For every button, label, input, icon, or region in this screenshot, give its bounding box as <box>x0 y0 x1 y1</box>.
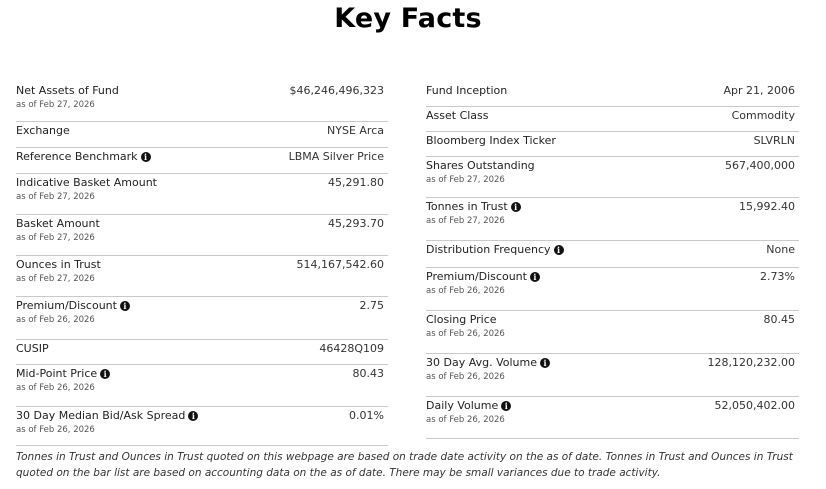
fact-label <box>426 399 511 412</box>
fact-label-text: Exchange <box>16 124 70 137</box>
fact-label-text: 30 Day Median Bid/Ask Spread <box>16 409 186 422</box>
fact-value: None <box>766 243 795 256</box>
fact-label-text: Premium/Discount <box>426 270 527 283</box>
fact-value: Apr 21, 2006 <box>723 84 795 97</box>
fact-label <box>16 217 100 230</box>
info-icon[interactable]: i <box>141 152 151 162</box>
fact-label-text: Basket Amount <box>16 217 100 230</box>
as-of-date: as of Feb 26, 2026 <box>16 383 95 393</box>
fact-value: 52,050,402.00 <box>714 399 795 412</box>
as-of-date: as of Feb 26, 2026 <box>426 329 505 339</box>
fact-label <box>16 258 101 271</box>
fact-label <box>426 243 564 256</box>
fact-label-text: Ounces in Trust <box>16 258 101 271</box>
fact-label <box>426 313 497 326</box>
as-of-date: as of Feb 26, 2026 <box>426 286 505 296</box>
fact-label <box>426 356 550 369</box>
fact-row-net-assets-of-fund <box>16 82 388 122</box>
fact-value: 128,120,232.00 <box>707 356 795 369</box>
as-of-date: as of Feb 27, 2026 <box>16 192 95 202</box>
as-of-date: as of Feb 27, 2026 <box>16 100 95 110</box>
info-icon[interactable]: i <box>554 245 564 255</box>
fact-row-reference-benchmark <box>16 148 388 174</box>
fact-label-text: Mid-Point Price <box>16 367 98 380</box>
fact-label-text: Shares Outstanding <box>426 159 535 172</box>
fact-label <box>16 299 130 312</box>
fact-label <box>16 342 49 355</box>
as-of-date: as of Feb 27, 2026 <box>16 233 95 243</box>
fact-label-text: Daily Volume <box>426 399 499 412</box>
info-icon[interactable]: i <box>188 411 198 421</box>
fact-label-text: Distribution Frequency <box>426 243 551 256</box>
fact-label <box>426 200 521 213</box>
as-of-date: as of Feb 27, 2026 <box>426 216 505 226</box>
fact-row-fund-inception <box>426 82 799 107</box>
fact-row-distribution-frequency <box>426 241 799 268</box>
fact-value: 567,400,000 <box>725 159 795 172</box>
fact-value: 15,992.40 <box>739 200 795 213</box>
footnote: Tonnes in Trust and Ounces in Trust quoted on this webpage are based on trade date activity on the as of date. Tonnes in Trust and Ounces in Trust quoted on the bar list are based on accounting data on the as of date. There may be small variances due to trade activity. <box>16 451 793 479</box>
fact-label <box>16 409 198 422</box>
fact-label-text: Premium/Discount <box>16 299 117 312</box>
fact-label <box>16 176 157 189</box>
fact-label-text: Tonnes in Trust <box>426 200 508 213</box>
key-facts-right-column <box>426 82 799 439</box>
fact-row-basket-amount <box>16 215 388 256</box>
fact-row-cusip <box>16 340 388 365</box>
fact-row-premium-discount <box>16 297 388 340</box>
fact-row-ounces-in-trust <box>16 256 388 297</box>
fact-value: LBMA Silver Price <box>288 150 384 163</box>
as-of-date: as of Feb 27, 2026 <box>16 274 95 284</box>
info-icon[interactable]: i <box>511 202 521 212</box>
fact-label <box>16 84 119 97</box>
fact-row-shares-outstanding <box>426 157 799 198</box>
fact-value: Commodity <box>731 109 795 122</box>
fact-value: 514,167,542.60 <box>296 258 384 271</box>
as-of-date: as of Feb 26, 2026 <box>426 372 505 382</box>
fact-row-bloomberg-index-ticker <box>426 132 799 157</box>
fact-value: 46428Q109 <box>319 342 384 355</box>
fact-label-text: CUSIP <box>16 342 49 355</box>
fact-value: 2.75 <box>359 299 384 312</box>
fact-label <box>426 134 556 147</box>
info-icon[interactable]: i <box>530 272 540 282</box>
fact-row-exchange <box>16 122 388 148</box>
fact-value: $46,246,496,323 <box>289 84 384 97</box>
info-icon[interactable]: i <box>120 301 130 311</box>
fact-row-mid-point-price <box>16 365 388 407</box>
fact-label <box>16 124 70 137</box>
fact-value: 80.43 <box>352 367 384 380</box>
fact-row-30-day-avg-volume <box>426 354 799 397</box>
fact-label-text: Net Assets of Fund <box>16 84 119 97</box>
fact-label-text: 30 Day Avg. Volume <box>426 356 537 369</box>
key-facts-left-column <box>16 82 388 446</box>
fact-row-indicative-basket-amount <box>16 174 388 215</box>
fact-row-closing-price <box>426 311 799 354</box>
as-of-date: as of Feb 26, 2026 <box>16 425 95 435</box>
fact-label-text: Asset Class <box>426 109 489 122</box>
fact-value: 80.45 <box>763 313 795 326</box>
fact-label-text: Closing Price <box>426 313 497 326</box>
fact-value: NYSE Arca <box>327 124 384 137</box>
info-icon[interactable]: i <box>540 358 550 368</box>
fact-value: 45,293.70 <box>328 217 384 230</box>
as-of-date: as of Feb 26, 2026 <box>426 415 505 425</box>
fact-value: 45,291.80 <box>328 176 384 189</box>
fact-row-tonnes-in-trust <box>426 198 799 241</box>
fact-label-text: Bloomberg Index Ticker <box>426 134 556 147</box>
fact-value: 0.01% <box>349 409 384 422</box>
as-of-date: as of Feb 26, 2026 <box>16 315 95 325</box>
as-of-date: as of Feb 27, 2026 <box>426 175 505 185</box>
page-title: Key Facts <box>334 3 482 34</box>
fact-label-text: Indicative Basket Amount <box>16 176 157 189</box>
fact-label <box>16 367 110 380</box>
fact-label <box>426 270 540 283</box>
fact-value: 2.73% <box>760 270 795 283</box>
fact-label <box>426 109 489 122</box>
fact-label-text: Fund Inception <box>426 84 508 97</box>
fact-row-premium-discount <box>426 268 799 311</box>
fact-label-text: Reference Benchmark <box>16 150 138 163</box>
fact-label <box>426 159 535 172</box>
fact-row-30-day-median-bid-ask-spread <box>16 407 388 446</box>
fact-label <box>16 150 151 163</box>
fact-value: SLVRLN <box>753 134 795 147</box>
fact-row-asset-class <box>426 107 799 132</box>
info-icon[interactable]: i <box>100 369 110 379</box>
fact-row-daily-volume <box>426 397 799 439</box>
fact-label <box>426 84 507 97</box>
info-icon[interactable]: i <box>501 401 511 411</box>
